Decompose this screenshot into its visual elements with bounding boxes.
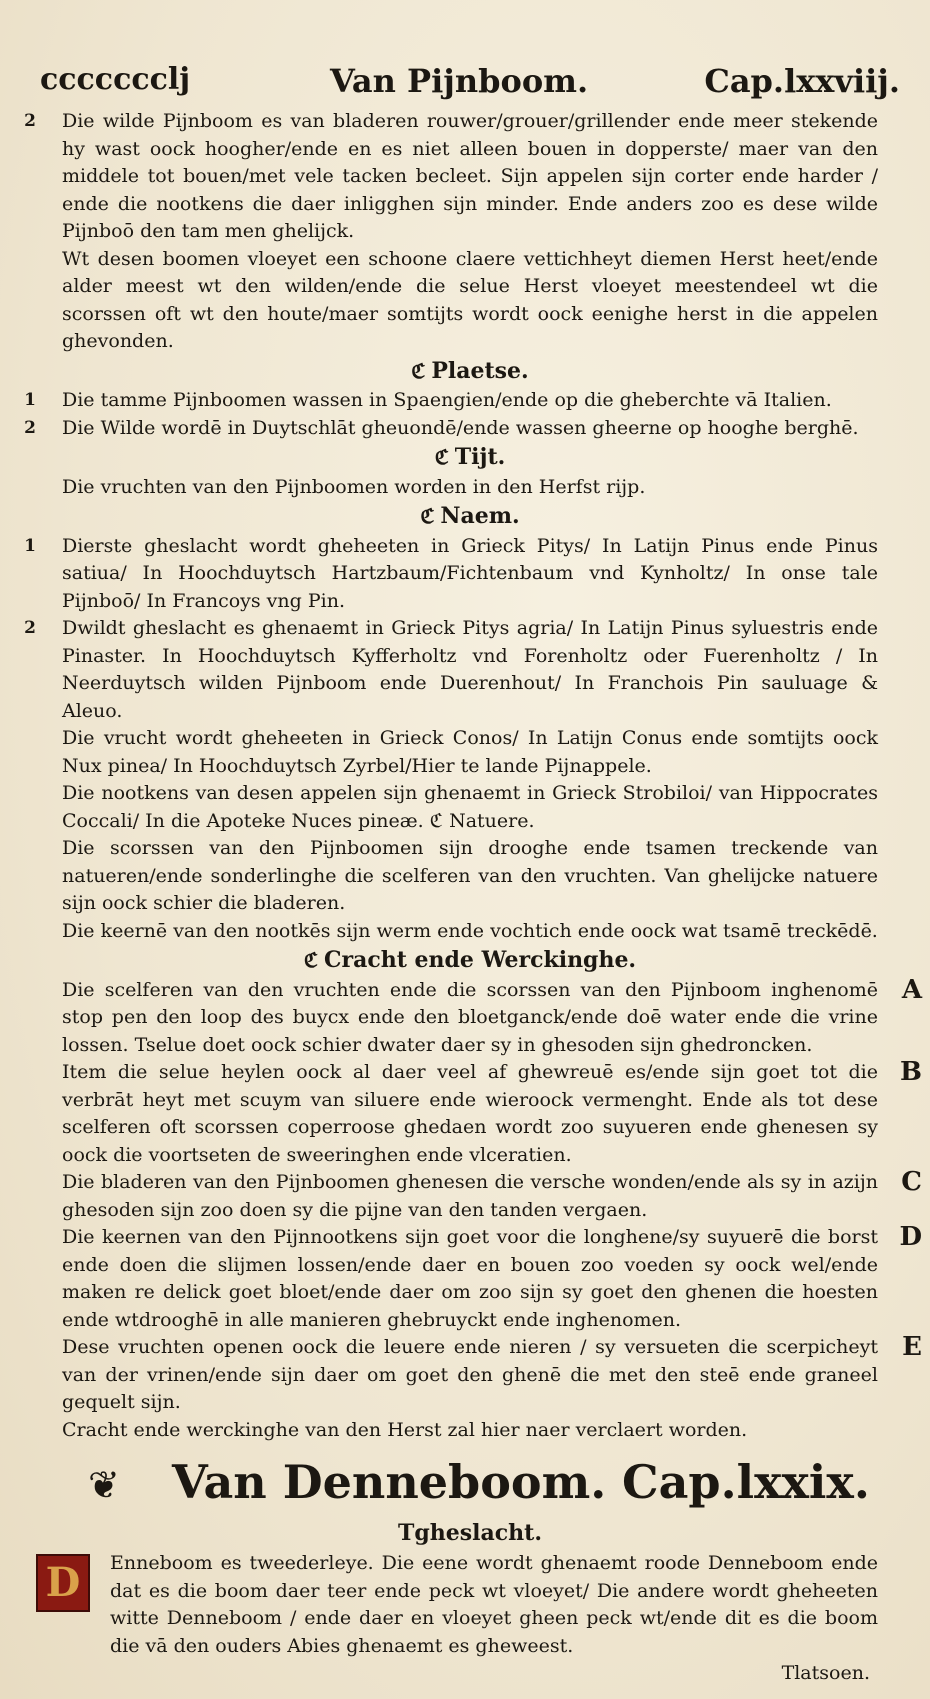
- margin-letter: D: [899, 1222, 922, 1252]
- pilcrow-icon: ℭ: [411, 358, 426, 383]
- margin-number: 2: [24, 417, 36, 438]
- paragraph-text: Die wilde Pijnboom es van bladeren rouwer/grouer/grillender ende meer stekende hy wast oock hoogher/ende en es niet alleen bouen in dopperste/ maer van den middele tot bouen/met vele tacken becleet. Sijn appelen sijn corter ende harder / ende die nootkens die daer inligghen sijn minder. Ende anders zoo es dese wilde Pijnboō den tam men ghelijck.: [62, 110, 878, 242]
- margin-number: 1: [24, 535, 36, 556]
- section-heading-text: Cracht ende Werckinghe.: [323, 947, 637, 973]
- paragraph: [62, 918, 878, 946]
- paragraph: [62, 1222, 922, 1334]
- page-body: [24, 108, 922, 1688]
- fleuron-icon: ❦: [88, 1463, 120, 1507]
- margin-letter: C: [901, 1167, 922, 1197]
- pilcrow-icon: ℭ: [303, 948, 318, 972]
- pilcrow-icon: ℭ: [434, 445, 449, 469]
- section-heading-text: Plaetse.: [431, 357, 529, 384]
- paragraph: [24, 387, 878, 415]
- section-heading: [62, 444, 878, 472]
- pilcrow-icon: ℭ: [420, 504, 435, 528]
- paragraph-text: Enneboom es tweederleye. Die eene wordt ghenaemt roode Denneboom ende dat es die boom daer teer ende peck wt vloeyet/ Die andere wordt gheheeten witte Denneboom / ende daer en vloeyet gheen peck wt/ende dit es die boom die vā den ouders Abies ghenaemt es gheweest.: [110, 1552, 878, 1657]
- chapter-label: Cap.lxxix.: [622, 1455, 870, 1509]
- paragraph: [62, 1167, 922, 1224]
- section-heading-text: Tijt.: [454, 444, 506, 470]
- margin-letter: B: [900, 1057, 922, 1087]
- paragraph: [24, 615, 878, 725]
- paragraph: [62, 1057, 922, 1169]
- paragraph: [62, 974, 922, 1060]
- paragraph-text: Die vruchten van den Pijnboomen worden in den Herfst rijp.: [62, 475, 646, 498]
- section-heading: [62, 503, 878, 531]
- paragraph-text: Die keernē van den nootkēs sijn werm ende vochtich ende oock wat tsamē treckēdē.: [62, 919, 878, 942]
- chapter-title: Van Denneboom.: [172, 1455, 607, 1509]
- folio-number: ccccccclj: [40, 62, 191, 97]
- paragraph: [62, 780, 878, 835]
- chapter-number: Cap.lxxviij.: [704, 62, 900, 100]
- margin-number: 2: [24, 111, 36, 131]
- paragraph-text: Die vrucht wordt gheheeten in Grieck Conos/ In Latijn Conus ende somtijts oock Nux pinea/ In Hoochduytsch Zyrbel/Hier te lande Pijnappele.: [62, 727, 878, 777]
- paragraph-text: Die scelferen van den vruchten ende die scorssen van den Pijnboom inghenomē stop pen den loop des buycx ende den bloetganck/ende doē water ende die vrine lossen. Tselue doet oock schier dwater daer sy in ghesoden sijn ghedroncken.: [62, 978, 878, 1056]
- page-header: [40, 62, 900, 106]
- paragraph: [62, 474, 878, 502]
- paragraph-text: Dese vruchten openen oock die leuere ende nieren / sy versueten die scerpicheyt van der vrinen/ende sijn daer om goet den ghenē die met den steē ende graneel gequelt sijn.: [62, 1336, 878, 1413]
- paragraph-text: Die scorssen van den Pijnboomen sijn drooghe ende tsamen treckende van natueren/ende sonderlinghe die scelferen van den vruchten. Van ghelijcke natuere sijn oock schier die bladeren.: [62, 837, 878, 914]
- margin-letter: E: [902, 1332, 922, 1362]
- paragraph: [62, 1417, 878, 1445]
- catchword: Tlatsoen.: [781, 1662, 870, 1684]
- paragraph: [24, 415, 878, 443]
- section-heading: [62, 947, 878, 975]
- paragraph: [24, 108, 878, 246]
- paragraph: [62, 246, 878, 356]
- paragraph: [62, 725, 878, 780]
- paragraph-text: Die tamme Pijnboomen wassen in Spaengien/ende op die gheberchte vā Italien.: [62, 389, 832, 411]
- paragraph: [24, 533, 878, 616]
- paragraph-text: Die nootkens van desen appelen sijn ghenaemt in Grieck Strobiloi/ van Hippocrates Coccali/ In die Apoteke Nuces pineæ. ℭ Natuere.: [62, 782, 878, 832]
- paragraph-text: Dierste gheslacht wordt gheheeten in Grieck Pitys/ In Latijn Pinus ende Pinus satiua/ In Hoochduytsch Hartzbaum/Fichtenbaum vnd Kynholtz/ In onse tale Pijnboō/ In Francoys vng Pin.: [62, 534, 878, 612]
- section-heading: [62, 358, 878, 386]
- chapter-opening-paragraph: [45, 1550, 878, 1660]
- paragraph-text: Cracht ende werckinghe van den Herst zal hier naer verclaert worden.: [62, 1418, 748, 1441]
- paragraph: [62, 835, 878, 918]
- margin-number: 1: [24, 390, 36, 410]
- paragraph-text: Die keernen van den Pijnnootkens sijn goet voor die longhene/sy suyuerē die borst ende doen die slijmen lossen/ende daer en bouen zoo voeden sy oock wel/ende maken re delick goet bloet/ende daer om zoo sijn sy goet den ghenen die hoesten ende wtdrooghē in alle manieren ghebruyckt ende inghenomen.: [62, 1226, 878, 1331]
- paragraph-text: Wt desen boomen vloeyet een schoone claere vettichheyt diemen Herst heet/ende alder meest wt den wilden/ende die selue Herst vloeyet meestendeel wt die scorssen oft wt den houte/maer somtijts wordt oock eenighe herst in die appelen ghevonden.: [62, 247, 878, 352]
- paragraph: [62, 1332, 922, 1417]
- paragraph-text: Dwildt gheslacht es ghenaemt in Grieck Pitys agria/ In Latijn Pinus syluestris ende Pinaster. In Hoochduytsch Kyfferholtz vnd Forenholtz oder Fuerenholtz / In Neerduytsch wilden Pijnboom ende Duerenhout/ In Franchois Pin sauluage & Aleuo.: [62, 617, 878, 722]
- margin-letter: A: [901, 974, 922, 1005]
- paragraph-text: Die bladeren van den Pijnboomen ghenesen die versche wonden/ende als sy in azijn ghesoden sijn zoo doen sy die pijne van den tanden vergaen.: [62, 1171, 878, 1221]
- chapter-heading: [62, 1452, 878, 1516]
- paragraph-text: Die Wilde wordē in Duytschlāt gheuondē/ende wassen gheerne op hooghe berghē.: [62, 416, 859, 439]
- running-title: Van Pijnboom.: [330, 62, 589, 100]
- margin-number: 2: [24, 618, 36, 638]
- section-heading-text: Naem.: [440, 503, 520, 529]
- decorated-initial: D: [36, 1554, 90, 1612]
- paragraph-text: Item die selue heylen oock al daer veel af ghewreuē es/ende sijn goet tot die verbrāt heyt met scuym van siluere ende wieroock vermenght. Ende als tot dese scelferen oft scorssen coperroose ghedaen wordt zoo suyueren ende ghenesen sy oock die voortseten de sweeringhen ende vlceratien.: [62, 1061, 878, 1166]
- sub-heading: Tgheslacht.: [398, 1520, 542, 1546]
